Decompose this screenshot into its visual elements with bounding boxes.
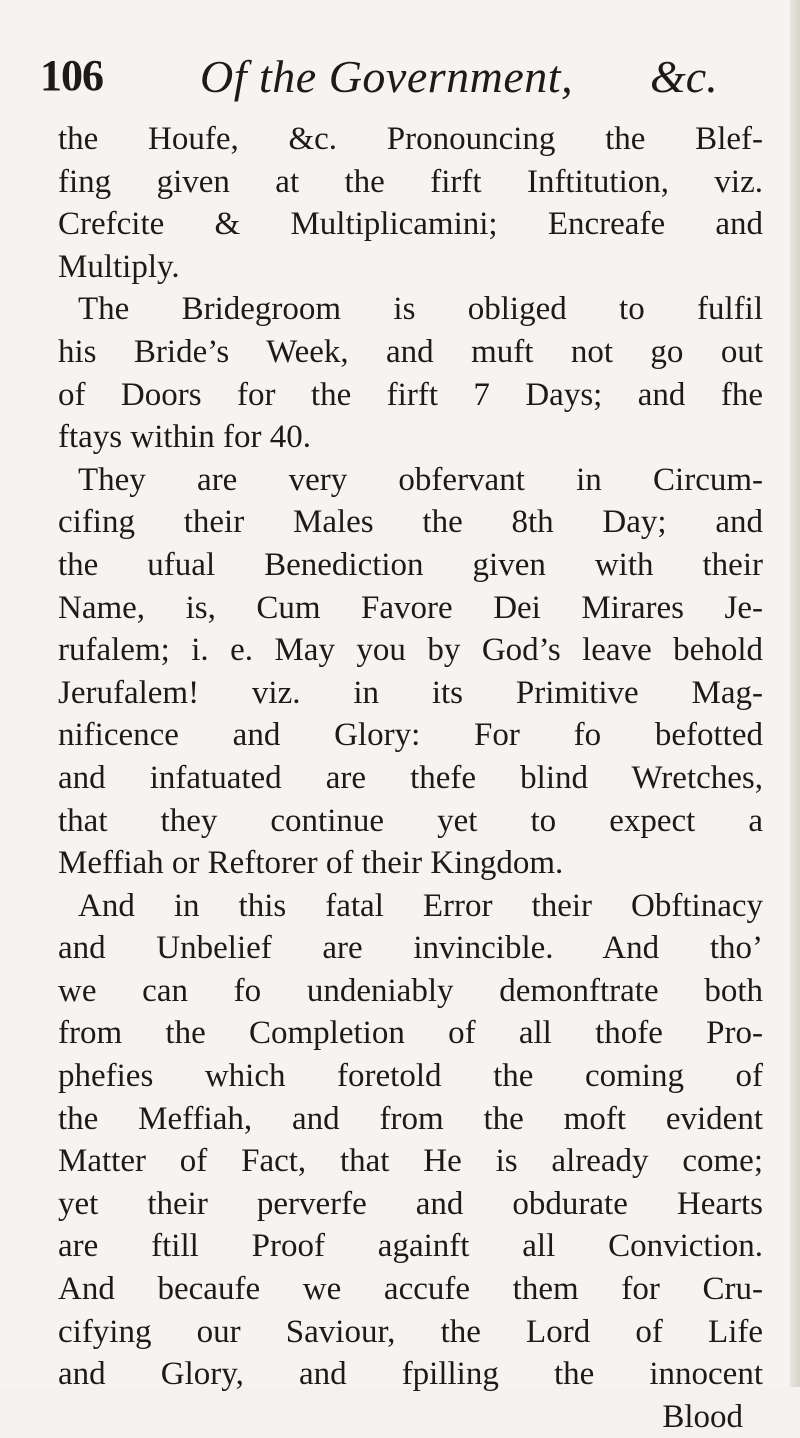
text-line: from the Completion of all thofe Pro-: [58, 1015, 763, 1052]
text-line: They are very obfervant in Circum-: [78, 461, 763, 498]
text-line: Multiply.: [58, 248, 180, 285]
running-head-end: &c.: [650, 51, 718, 102]
catchword: Blood: [662, 1398, 743, 1435]
text-line: Matter of Fact, that He is already come;: [58, 1143, 763, 1180]
page-edge: [790, 0, 800, 1387]
text-line: And becaufe we accufe them for Cru-: [58, 1271, 763, 1308]
text-line: Jerufalem! viz. in its Primitive Mag-: [58, 674, 763, 711]
text-line: the ufual Benediction given with their: [58, 546, 763, 583]
page-header: [40, 50, 760, 110]
running-head: Of the Government,: [200, 51, 574, 102]
text-line: of Doors for the firft 7 Days; and fhe: [58, 376, 763, 413]
text-line: Meffiah or Reftorer of their Kingdom.: [58, 845, 564, 882]
text-line: are ftill Proof againft all Conviction.: [58, 1228, 763, 1265]
text-line: The Bridegroom is obliged to fulfil: [78, 291, 763, 328]
text-line: his Bride’s Week, and muft not go out: [58, 333, 763, 370]
text-line: and infatuated are thefe blind Wretches,: [58, 759, 763, 796]
body-text: [58, 118, 763, 1438]
text-line: cifing their Males the 8th Day; and: [58, 504, 763, 541]
text-line: And in this fatal Error their Obftinacy: [78, 887, 763, 924]
page-number: 106: [40, 51, 103, 100]
text-line: and Glory, and fpilling the innocent: [58, 1356, 763, 1393]
text-line: rufalem; i. e. May you by God’s leave behold: [58, 632, 763, 669]
text-line: fing given at the firft Inftitution, viz.: [58, 163, 763, 200]
text-line: Crefcite & Multiplicamini; Encreafe and: [58, 206, 763, 243]
text-line: yet their perverfe and obdurate Hearts: [58, 1185, 763, 1222]
text-line: cifying our Saviour, the Lord of Life: [58, 1313, 763, 1350]
text-line: nificence and Glory: For fo befotted: [58, 717, 763, 754]
text-line: the Houfe, &c. Pronouncing the Blef-: [58, 121, 763, 157]
text-line: Name, is, Cum Favore Dei Mirares Je-: [58, 589, 763, 626]
text-line: phefies which foretold the coming of: [58, 1058, 763, 1095]
text-line: and Unbelief are invincible. And tho’: [58, 930, 763, 967]
text-line: that they continue yet to expect a: [58, 802, 763, 839]
text-line: the Meffiah, and from the moft evident: [58, 1100, 763, 1137]
text-line: ftays within for 40.: [58, 419, 311, 456]
text-line: we can fo undeniably demonftrate both: [58, 972, 763, 1009]
